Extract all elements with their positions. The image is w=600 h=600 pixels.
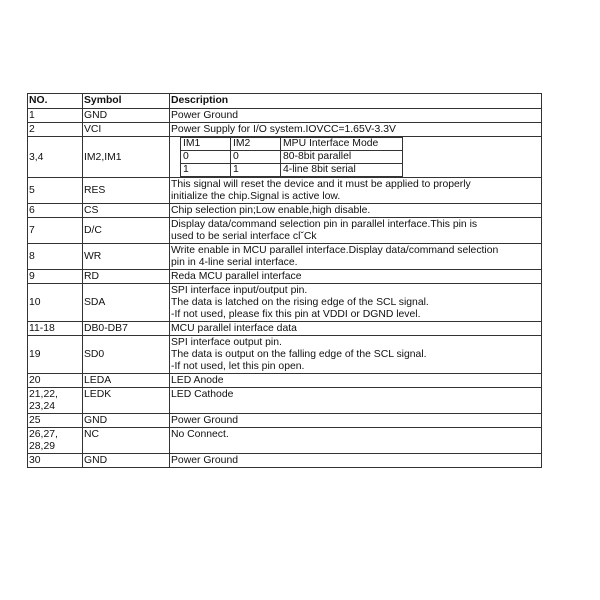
pin-number-cell bbox=[28, 123, 83, 137]
table-row bbox=[28, 428, 542, 454]
pin-symbol-cell: D/C bbox=[83, 218, 170, 244]
table-row bbox=[28, 284, 542, 322]
description-line: SPI interface input/output pin. bbox=[171, 285, 308, 296]
description-line: used to be serial interface clˇCk bbox=[171, 231, 317, 242]
pin-number-text: 9 bbox=[29, 271, 35, 282]
pin-number-text: 7 bbox=[29, 225, 35, 236]
pin-number-cell bbox=[28, 454, 83, 468]
table-row bbox=[28, 388, 542, 414]
pin-description-cell bbox=[170, 218, 542, 244]
description-line: pin in 4-line serial interface. bbox=[171, 257, 298, 268]
table-row bbox=[28, 218, 542, 244]
pin-number-text: 2 bbox=[29, 124, 35, 135]
interface-mode-cell: 80-8bit parallel bbox=[281, 151, 403, 164]
description-line: Reda MCU parallel interface bbox=[171, 271, 302, 282]
pin-number-cell bbox=[28, 284, 83, 322]
pin-number-cell bbox=[28, 204, 83, 218]
interface-mode-cell: 1 bbox=[231, 164, 281, 177]
description-line: The data is latched on the rising edge of the SCL signal. bbox=[171, 297, 429, 308]
header-no: NO. bbox=[28, 94, 83, 109]
description-line: Power Ground bbox=[171, 415, 238, 426]
description-line: Write enable in MCU parallel interface.Display data/command selection bbox=[171, 245, 499, 256]
pin-number-text: 10 bbox=[29, 297, 41, 308]
pin-description-table bbox=[27, 93, 542, 468]
pin-number-text: 25 bbox=[29, 415, 41, 426]
interface-mode-cell: 1 bbox=[181, 164, 231, 177]
pin-number-cell bbox=[28, 428, 83, 454]
table-body bbox=[28, 109, 542, 468]
header-symbol: Symbol bbox=[83, 94, 170, 109]
pin-description-cell bbox=[170, 204, 542, 218]
pin-symbol-cell: LEDK bbox=[83, 388, 170, 414]
pin-number-cell bbox=[28, 336, 83, 374]
description-line: -If not used, let this pin open. bbox=[171, 361, 305, 372]
pin-symbol-cell: GND bbox=[83, 414, 170, 428]
pin-description-cell bbox=[170, 388, 542, 414]
pin-number-text: 26,27, bbox=[29, 429, 58, 440]
table-row bbox=[28, 244, 542, 270]
pin-number-text: 3,4 bbox=[29, 151, 44, 163]
pin-number-cell bbox=[28, 388, 83, 414]
pin-symbol-cell: CS bbox=[83, 204, 170, 218]
pin-number-cell bbox=[28, 270, 83, 284]
pin-number-text: 28,29 bbox=[29, 441, 56, 452]
table-row bbox=[28, 270, 542, 284]
interface-mode-cell: 0 bbox=[181, 151, 231, 164]
pin-description-cell bbox=[170, 428, 542, 454]
pin-number-cell bbox=[28, 374, 83, 388]
interface-mode-cell: 0 bbox=[231, 151, 281, 164]
pin-symbol-cell: DB0-DB7 bbox=[83, 322, 170, 336]
description-line: The data is output on the falling edge of the SCL signal. bbox=[171, 349, 427, 360]
pin-symbol-cell: NC bbox=[83, 428, 170, 454]
pin-symbol-cell: IM2,IM1 bbox=[83, 137, 170, 178]
description-line: This signal will reset the device and it must be applied to properly bbox=[171, 179, 471, 190]
table-row bbox=[28, 336, 542, 374]
pin-description-cell bbox=[170, 284, 542, 322]
table-row bbox=[28, 178, 542, 204]
pin-number-text: 1 bbox=[29, 110, 35, 121]
pin-description-cell bbox=[170, 322, 542, 336]
description-line: LED Anode bbox=[171, 375, 224, 386]
pin-description-cell bbox=[170, 414, 542, 428]
description-line: Display data/command selection pin in parallel interface.This pin is bbox=[171, 219, 478, 230]
pin-symbol-cell: WR bbox=[83, 244, 170, 270]
table-row bbox=[28, 109, 542, 123]
pin-number-cell bbox=[28, 137, 83, 178]
interface-mode-header: IM1 bbox=[181, 138, 231, 151]
pin-symbol-cell: GND bbox=[83, 109, 170, 123]
pin-number-cell bbox=[28, 218, 83, 244]
description-line: MCU parallel interface data bbox=[171, 323, 297, 334]
pin-number-text: 20 bbox=[29, 375, 41, 386]
pin-symbol-cell: VCI bbox=[83, 123, 170, 137]
pin-number-text: 23,24 bbox=[29, 401, 56, 412]
interface-mode-row bbox=[181, 164, 403, 177]
table-row bbox=[28, 137, 542, 178]
pin-number-text: 5 bbox=[29, 185, 35, 196]
interface-mode-cell: 4-line 8bit serial bbox=[281, 164, 403, 177]
pin-number-text: 19 bbox=[29, 349, 41, 360]
pin-number-cell bbox=[28, 244, 83, 270]
pin-symbol-cell: RES bbox=[83, 178, 170, 204]
pin-description-cell bbox=[170, 270, 542, 284]
pin-number-cell bbox=[28, 109, 83, 123]
interface-mode-table bbox=[180, 137, 403, 177]
description-line: No Connect. bbox=[171, 429, 229, 440]
pin-number-text: 11-18 bbox=[29, 323, 55, 334]
pin-number-text: 8 bbox=[29, 251, 35, 262]
pin-number-cell bbox=[28, 322, 83, 336]
description-line: SPI interface output pin. bbox=[171, 337, 282, 348]
description-line: Power Ground bbox=[171, 455, 238, 466]
interface-mode-row bbox=[181, 151, 403, 164]
pin-description-cell bbox=[170, 123, 542, 137]
interface-mode-header-row bbox=[181, 138, 403, 151]
pin-description-cell bbox=[170, 109, 542, 123]
pin-number-text: 21,22, bbox=[29, 389, 58, 400]
description-line: initialize the chip.Signal is active low. bbox=[171, 191, 341, 202]
pin-number-cell bbox=[28, 178, 83, 204]
pin-number-text: 30 bbox=[29, 455, 41, 466]
pin-description-cell bbox=[170, 244, 542, 270]
table-row bbox=[28, 204, 542, 218]
pin-symbol-cell: LEDA bbox=[83, 374, 170, 388]
description-line: LED Cathode bbox=[171, 389, 234, 400]
pin-description-cell bbox=[170, 374, 542, 388]
pin-symbol-cell: GND bbox=[83, 454, 170, 468]
pin-symbol-cell: SDA bbox=[83, 284, 170, 322]
interface-mode-header: MPU Interface Mode bbox=[281, 138, 403, 151]
description-line: Chip selection pin;Low enable,high disable. bbox=[171, 205, 371, 216]
pin-symbol-cell: RD bbox=[83, 270, 170, 284]
pin-description-cell bbox=[170, 454, 542, 468]
pin-symbol-cell: SD0 bbox=[83, 336, 170, 374]
pin-description-cell bbox=[170, 178, 542, 204]
description-line: -If not used, please fix this pin at VDDI or DGND level. bbox=[171, 309, 421, 320]
table-row bbox=[28, 414, 542, 428]
table-row bbox=[28, 374, 542, 388]
pin-number-text: 6 bbox=[29, 205, 35, 216]
description-line: Power Ground bbox=[171, 110, 238, 121]
pin-number-cell bbox=[28, 414, 83, 428]
table-header-row bbox=[28, 94, 542, 109]
pin-description-cell bbox=[170, 336, 542, 374]
header-description: Description bbox=[170, 94, 542, 109]
table-row bbox=[28, 123, 542, 137]
pin-description-cell bbox=[170, 137, 542, 178]
interface-mode-header: IM2 bbox=[231, 138, 281, 151]
table-row bbox=[28, 454, 542, 468]
table-row bbox=[28, 322, 542, 336]
description-line: Power Supply for I/O system.IOVCC=1.65V-3.3V bbox=[171, 124, 396, 135]
